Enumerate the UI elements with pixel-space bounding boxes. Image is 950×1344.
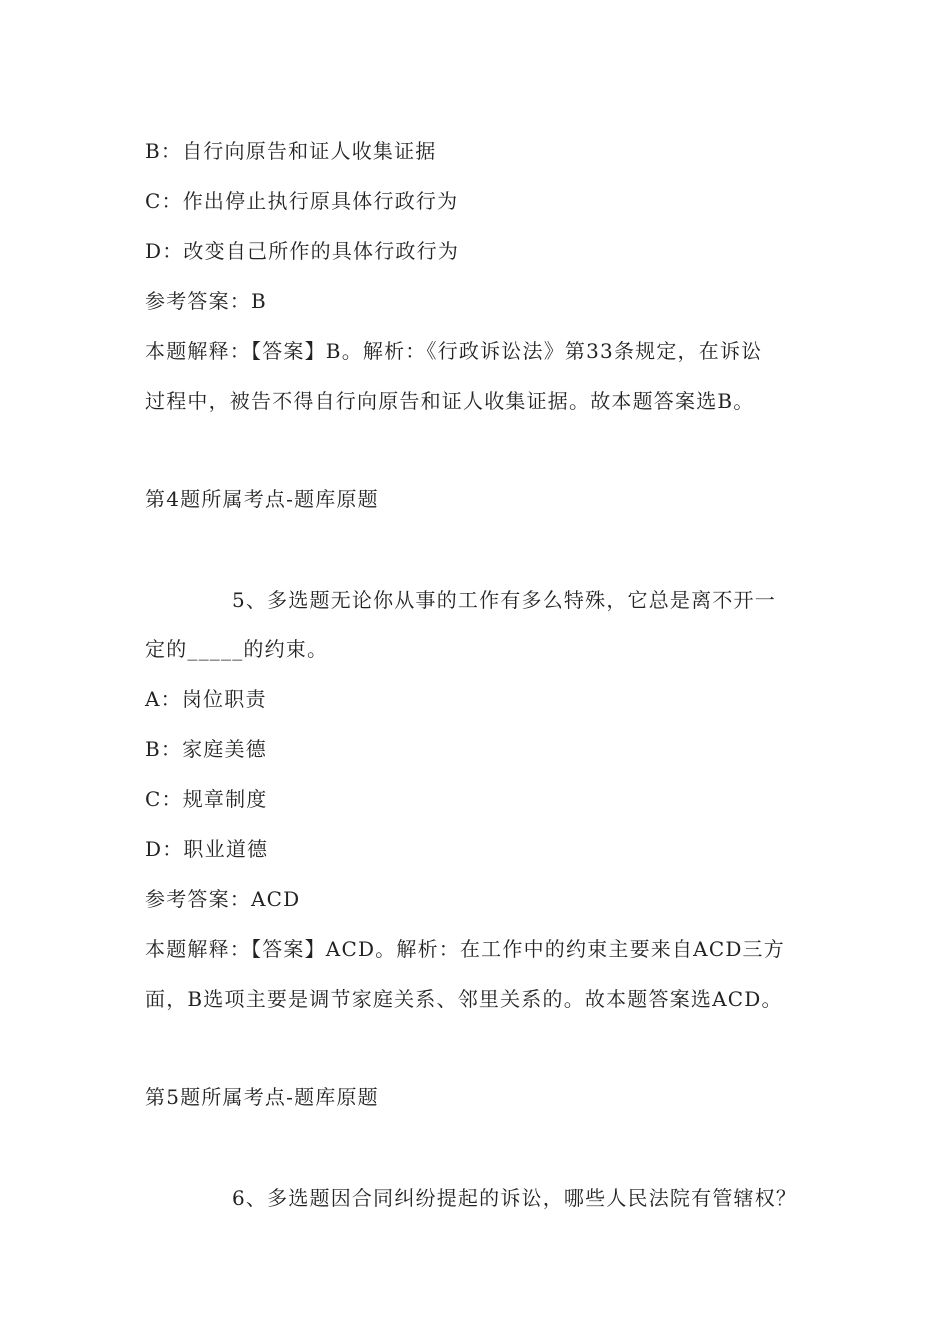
q5-option-c: C：规章制度	[145, 787, 268, 811]
q5-option-a: A：岗位职责	[145, 687, 267, 711]
q6-stem-line1: 6、多选题因合同纠纷提起的诉讼，哪些人民法院有管辖权？	[232, 1186, 798, 1210]
q5-explanation-line1: 本题解释：【答案】ACD。解析：在工作中的约束主要来自ACD三方	[145, 937, 785, 961]
q4-option-c: C：作出停止执行原具体行政行为	[145, 189, 459, 213]
q4-source: 第4题所属考点-题库原题	[145, 487, 379, 511]
q5-option-b: B：家庭美德	[145, 737, 267, 761]
q4-answer: 参考答案：B	[145, 289, 267, 313]
q5-stem-line1: 5、多选题无论你从事的工作有多么特殊，它总是离不开一	[232, 588, 776, 612]
q4-explanation-line1: 本题解释：【答案】B。解析：《行政诉讼法》第33条规定，在诉讼	[145, 339, 763, 363]
q5-stem-line2: 定的_____的约束。	[145, 637, 329, 661]
q4-explanation-line2: 过程中，被告不得自行向原告和证人收集证据。故本题答案选B。	[145, 389, 755, 413]
q4-option-b: B：自行向原告和证人收集证据	[145, 139, 437, 163]
q5-source: 第5题所属考点-题库原题	[145, 1085, 379, 1109]
q5-option-d: D：职业道德	[145, 837, 269, 861]
q4-option-d: D：改变自己所作的具体行政行为	[145, 239, 460, 263]
q5-explanation-line2: 面，B选项主要是调节家庭关系、邻里关系的。故本题答案选ACD。	[145, 987, 783, 1011]
q5-answer: 参考答案：ACD	[145, 887, 301, 911]
